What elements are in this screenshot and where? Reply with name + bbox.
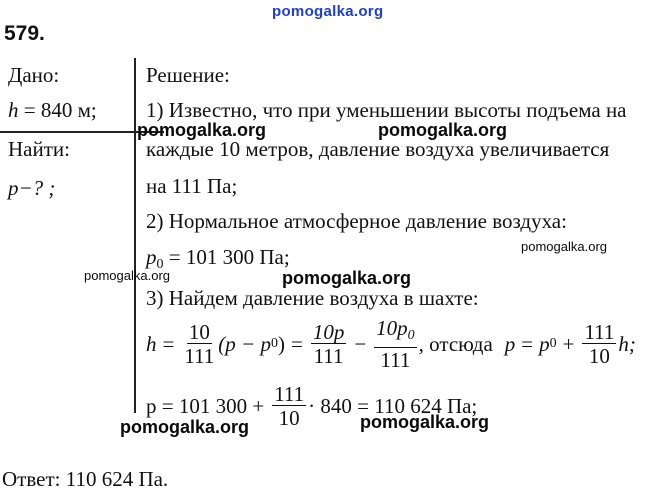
step1-line3: на 111 Па; xyxy=(146,174,238,198)
main-formula xyxy=(146,315,636,372)
f-h-end: h; xyxy=(618,331,636,356)
fraction-10p0-111 xyxy=(374,317,417,372)
solution-header: Решение: xyxy=(146,63,230,87)
frac-num-text: 10p xyxy=(376,315,408,340)
frac-num: 111 xyxy=(274,381,305,406)
f-eq2: = xyxy=(290,331,303,356)
fraction-10-111 xyxy=(182,321,216,368)
given-h-var: h xyxy=(8,98,19,122)
frac-den: 10 xyxy=(588,343,610,368)
problem-number xyxy=(4,21,45,47)
f-minus: − xyxy=(354,331,367,356)
given-header: Дано: xyxy=(8,63,60,87)
watermark: pomogalka.org xyxy=(84,268,170,283)
problem-number-dot: . xyxy=(39,22,45,45)
watermark: pomogalka.org xyxy=(360,412,490,432)
f-p0-sub: 0 xyxy=(549,336,557,351)
p0-value: = 101 300 Па; xyxy=(168,245,290,269)
f-eq1: = xyxy=(162,331,175,356)
f-paren-close: ) xyxy=(277,331,285,356)
f-h: h xyxy=(146,331,157,356)
frac-num: 10 xyxy=(188,319,210,344)
calc-rhs: · 840 = 110 624 Па; xyxy=(308,393,478,418)
answer: Ответ: 110 624 Па. xyxy=(2,467,169,491)
f-paren-sub: 0 xyxy=(270,336,278,351)
f-p: p xyxy=(504,331,516,356)
vertical-divider xyxy=(134,58,136,413)
problem-number-text: 579 xyxy=(4,22,40,45)
step1-line2: каждые 10 метров, давление воздуха увеличивается xyxy=(146,137,610,161)
step2-line1: 2) Нормальное атмосферное давление воздуха: xyxy=(146,209,567,233)
watermark: pomogalka.org xyxy=(378,120,508,140)
frac-num: 111 xyxy=(584,319,615,344)
frac-den: 10 xyxy=(278,405,300,430)
fraction-111-10-calc xyxy=(272,383,306,430)
frac-num: 10p xyxy=(312,319,345,344)
frac-num-sub: 0 xyxy=(407,327,415,343)
f-so: , отсюда xyxy=(418,331,493,356)
f-eq3: = xyxy=(521,331,534,356)
frac-den: 111 xyxy=(380,347,411,372)
watermark: pomogalka.org xyxy=(137,120,267,140)
watermark: pomogalka.org xyxy=(521,239,607,254)
frac-num xyxy=(374,317,417,348)
find-value: p−? ; xyxy=(8,176,56,200)
calc-lhs: p = 101 300 + xyxy=(146,393,265,418)
p0-sub: 0 xyxy=(156,257,164,272)
find-header: Найти: xyxy=(8,137,70,161)
p0-var: p xyxy=(146,245,157,269)
frac-den: 111 xyxy=(184,343,215,368)
f-p0: p xyxy=(539,331,550,356)
fraction-10p-111 xyxy=(311,321,347,368)
frac-den: 111 xyxy=(313,343,344,368)
f-plus: + xyxy=(562,331,575,356)
watermark: pomogalka.org xyxy=(120,417,250,437)
watermark-top: pomogalka.org xyxy=(272,3,384,20)
fraction-111-10 xyxy=(582,321,616,368)
watermark: pomogalka.org xyxy=(282,268,412,288)
given-h-row xyxy=(8,97,97,123)
step3-line1: 3) Найдем давление воздуха в шахте: xyxy=(146,286,479,310)
given-h-value: = 840 м; xyxy=(23,98,97,122)
f-paren: (p − p xyxy=(218,331,271,356)
step1-line1: 1) Известно, что при уменьшении высоты подъема на xyxy=(146,98,627,122)
